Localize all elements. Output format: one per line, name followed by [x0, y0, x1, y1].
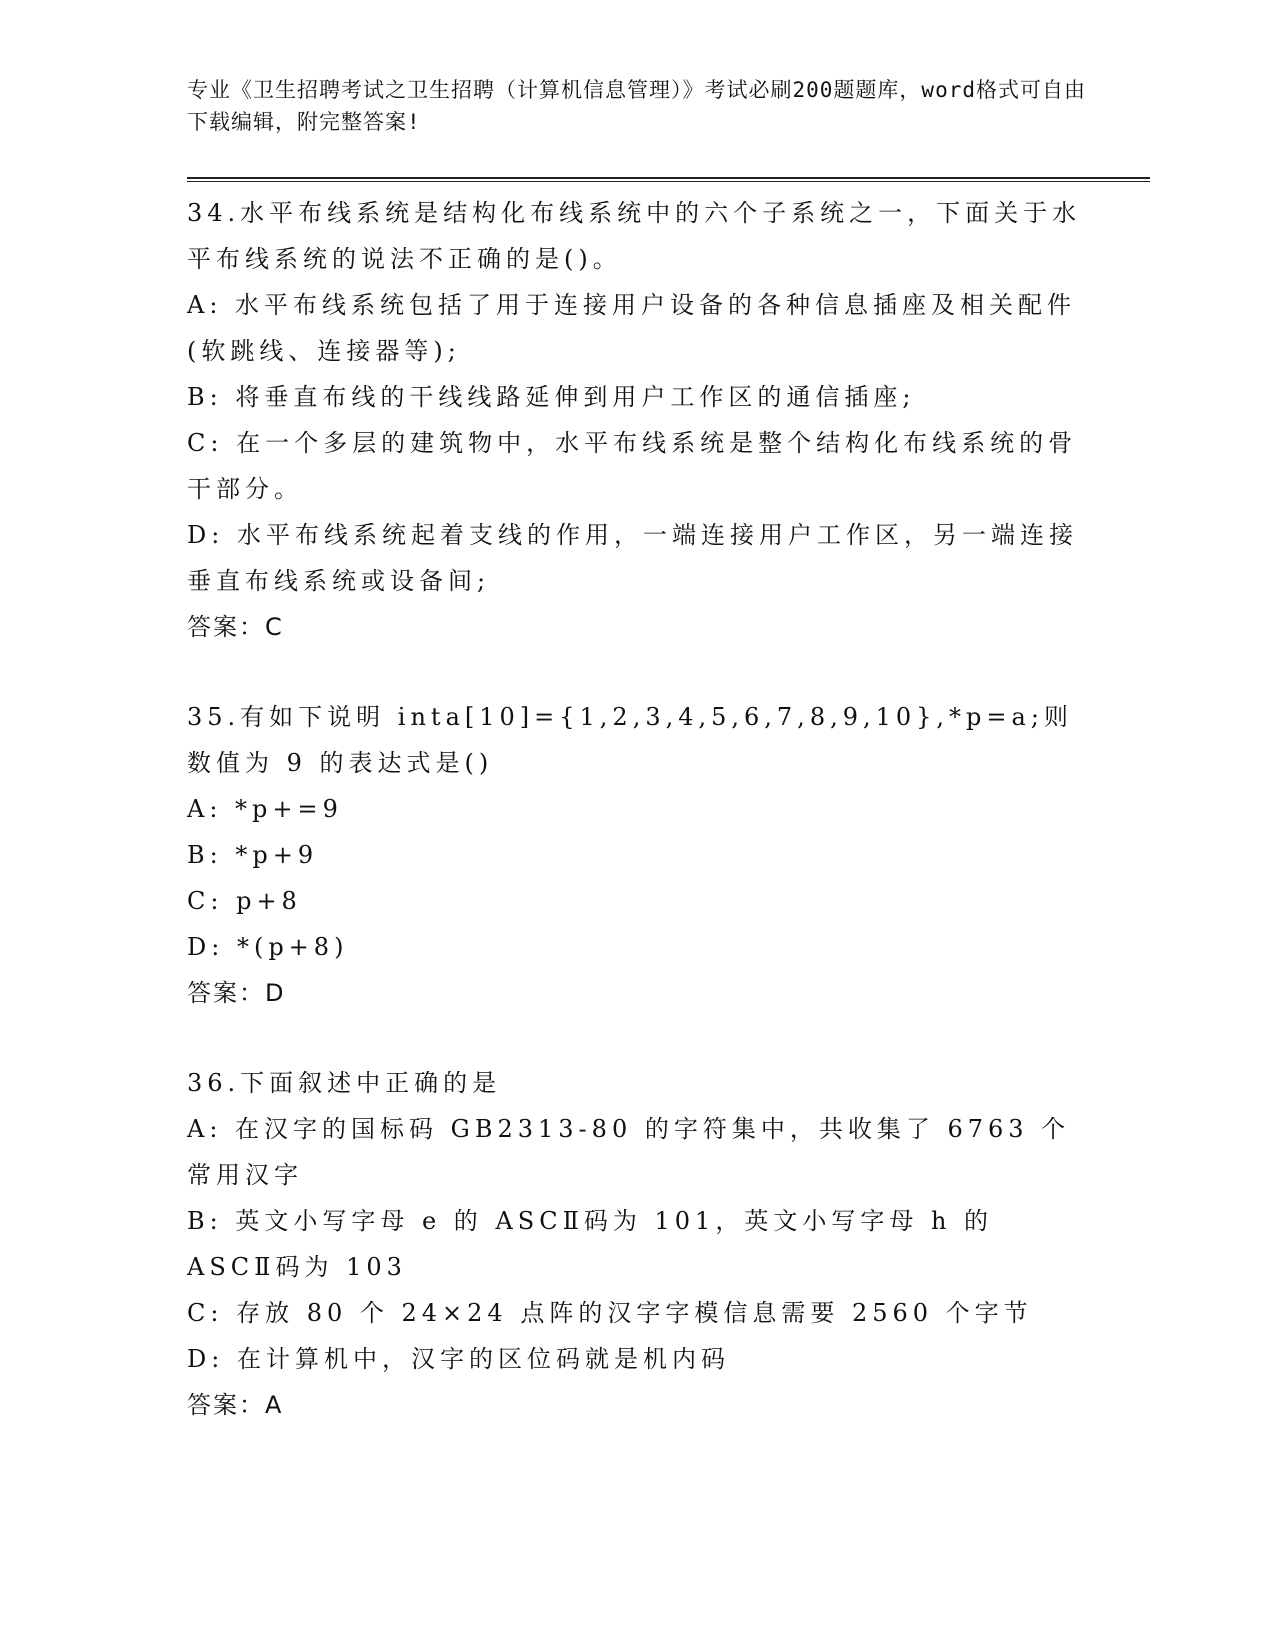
option-c: C: p+8 — [187, 887, 302, 915]
option-d: D: 在计算机中，汉字的区位码就是机内码 — [187, 1345, 730, 1373]
question-36 — [187, 1060, 1087, 1428]
option-c: C: 在一个多层的建筑物中，水平布线系统是整个结构化布线系统的骨干部分。 — [187, 429, 1078, 503]
question-list — [187, 190, 1087, 1428]
option-a: A: 水平布线系统包括了用于连接用户设备的各种信息插座及相关配件(软跳线、连接器等); — [187, 291, 1077, 365]
question-stem: 34.水平布线系统是结构化布线系统中的六个子系统之一，下面关于水平布线系统的说法不正确的是()。 — [187, 199, 1082, 273]
option-b: B: 英文小写字母 e 的 ASCⅡ码为 101，英文小写字母 h 的 ASCⅡ码为 103 — [187, 1207, 994, 1281]
answer-line: 答案：A — [187, 1391, 284, 1419]
option-a: A: *p+=9 — [187, 795, 343, 823]
option-d: D: 水平布线系统起着支线的作用，一端连接用户工作区，另一端连接垂直布线系统或设备间; — [187, 521, 1078, 595]
option-b: B: *p+9 — [187, 841, 319, 869]
answer-line: 答案：D — [187, 979, 286, 1007]
option-a: A: 在汉字的国标码 GB2313-80 的字符集中，共收集了 6763 个常用汉字 — [187, 1115, 1071, 1189]
option-c: C: 存放 80 个 24×24 点阵的汉字字模信息需要 2560 个字节 — [187, 1299, 1033, 1327]
header-text: 专业《卫生招聘考试之卫生招聘（计算机信息管理）》考试必刷200题题库，word格式可自由下载编辑，附完整答案! — [187, 78, 1086, 134]
header-divider — [187, 177, 1150, 182]
question-stem: 36.下面叙述中正确的是 — [187, 1069, 502, 1097]
answer-line: 答案：C — [187, 613, 284, 641]
question-stem: 35.有如下说明 inta[10]={1,2,3,4,5,6,7,8,9,10},*p=a;则数值为 9 的表达式是() — [187, 703, 1073, 777]
question-34 — [187, 190, 1087, 650]
question-35 — [187, 694, 1087, 1016]
option-b: B: 将垂直布线的干线线路延伸到用户工作区的通信插座; — [187, 383, 916, 411]
document-header — [187, 74, 1087, 138]
option-d: D: *(p+8) — [187, 933, 349, 961]
